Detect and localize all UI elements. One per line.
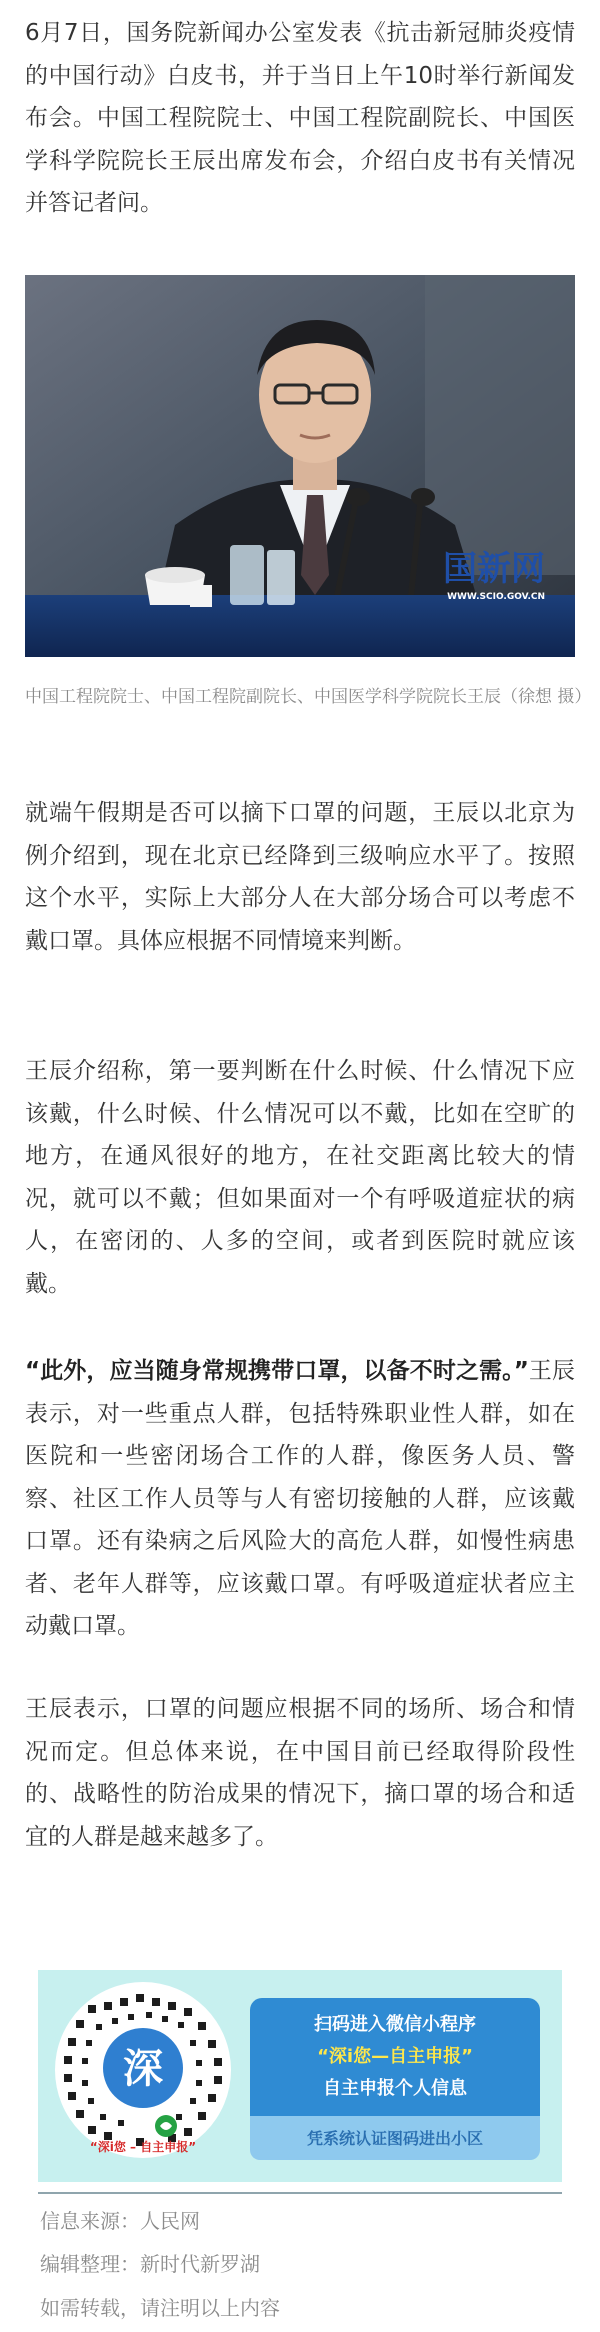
photo-caption: 中国工程院院士、中国工程院副院长、中国医学科学院院长王辰（徐想 摄）: [25, 687, 592, 707]
photo-illustration: [25, 275, 575, 657]
qr-center-logo: 深: [123, 2046, 163, 2092]
source-label: 信息来源：: [40, 2209, 140, 2233]
promo-line-program-name: “深i您—自主申报”: [317, 2046, 473, 2067]
qr-caption: “深i您 – 自主申报”: [89, 2140, 197, 2154]
source-line: [40, 2205, 200, 2234]
promo-line-scan: 扫码进入微信小程序: [314, 2014, 476, 2035]
article-paragraph-4: [25, 1350, 575, 1648]
self-report-banner[interactable]: [38, 1970, 562, 2182]
footer-divider: [38, 2192, 562, 2194]
source-value: 人民网: [140, 2209, 200, 2233]
promo-line-access: 凭系统认证图码进出小区: [306, 2129, 483, 2148]
article-paragraph-4-text: 王辰表示，对一些重点人群，包括特殊职业性人群，如在医院和一些密闭场合工作的人群，像医务人员、警察、社区工作人员等与人有密切接触的人群，应该戴口罩。还有染病之后风险大的高危人群，如慢性病患者、老年人群等，应该戴口罩。有呼吸道症状者应主动戴口罩。: [25, 1358, 576, 1639]
editor-line: [40, 2248, 260, 2277]
article-paragraph-2: 就端午假期是否可以摘下口罩的问题，王辰以北京为例介绍到，现在北京已经降到三级响应水平了。按照这个水平，实际上大部分人在大部分场合可以考虑不戴口罩。具体应根据不同情境来判断。: [25, 800, 575, 954]
article-paragraph-3-text: 王辰介绍称，第一要判断在什么时候、什么情况下应该戴，什么时候、什么情况可以不戴，比如在空旷的地方，在通风很好的地方，在社交距离比较大的情况，就可以不戴；但如果面对一个有呼吸道症状的病人，在密闭的、人多的空间，或者到医院时就应该戴。: [25, 1058, 575, 1297]
photo-watermark-logo: 国新网: [443, 549, 545, 589]
article-paragraph-1: 6月7日，国务院新闻办公室发表《抗击新冠肺炎疫情的中国行动》白皮书，并于当日上午10时举行新闻发布会。中国工程院院士、中国工程院副院长、中国医学科学院院长王辰出席发布会，介绍白皮书有关情况并答记者问。: [25, 20, 575, 216]
photo-watermark-url: WWW.SCIO.GOV.CN: [447, 592, 545, 602]
repost-note: 如需转载，请注明以上内容: [40, 2296, 280, 2320]
editor-label: 编辑整理：: [40, 2252, 140, 2276]
promo-instruction-box: [250, 1998, 540, 2128]
article-paragraph-5: 王辰表示，口罩的问题应根据不同的场所、场合和情况而定。但总体来说，在中国目前已经取得阶段性的、战略性的防治成果的情况下，摘口罩的场合和适宜的人群是越来越多了。: [25, 1696, 575, 1850]
promo-line-self-report: 自主申报个人信息: [323, 2078, 467, 2099]
editor-value: 新时代新罗湖: [140, 2252, 260, 2276]
quote-emphasis: “此外，应当随身常规携带口罩，以备不时之需。”: [25, 1358, 529, 1384]
article-paragraph-3: [25, 1050, 575, 1305]
promo-access-bar: [250, 2116, 540, 2160]
press-conference-photo: [25, 275, 575, 657]
